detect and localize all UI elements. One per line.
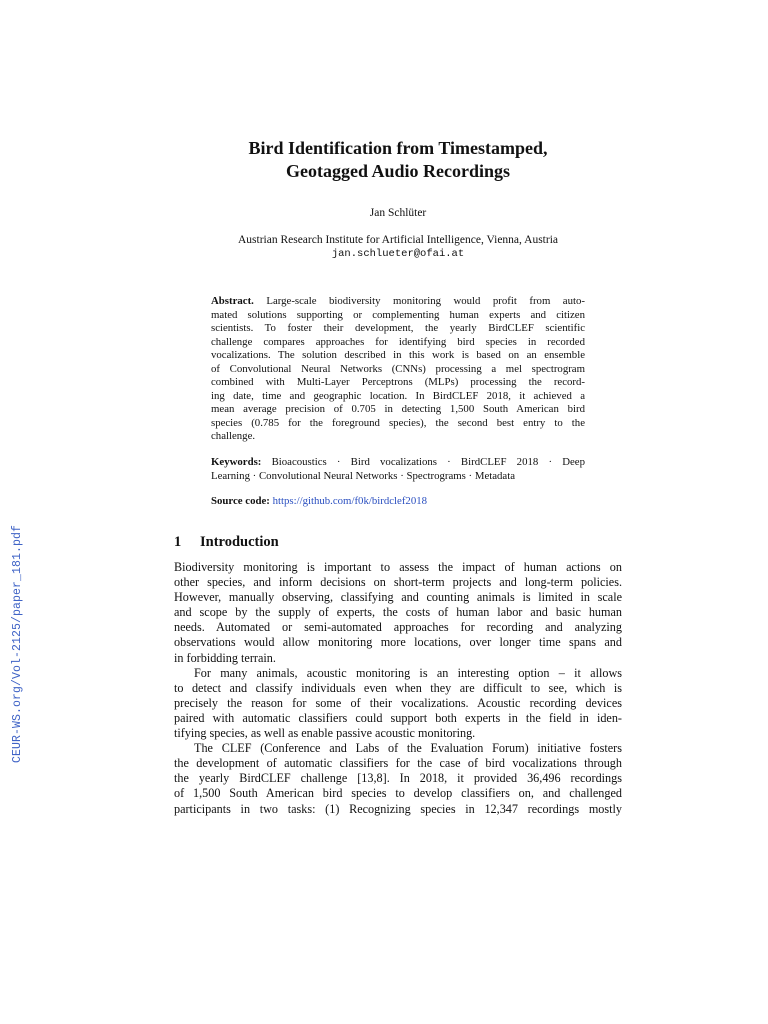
body-line: Biodiversity monitoring is important to assess the impact of human actions on <box>174 560 622 574</box>
paper-title <box>174 137 622 183</box>
abstract-line: species (0.785 for the foreground species), the second best entry to the <box>211 416 585 429</box>
body-line: the yearly BirdCLEF challenge [13,8]. In 2018, it provided 36,496 recordings <box>174 771 622 786</box>
abstract-line: mean average precision of 0.705 in detecting 1,500 South American bird <box>211 403 585 415</box>
abstract-line <box>211 295 585 309</box>
body-line: precisely the reason for some of their vocalizations. Acoustic recording devices <box>174 695 622 710</box>
introduction-body <box>174 560 622 817</box>
author-email[interactable]: jan.schlueter@ofai.at <box>331 248 465 260</box>
abstract-text: Large-scale biodiversity monitoring would profit from auto- <box>266 295 585 307</box>
abstract-line: of Convolutional Neural Networks (CNNs) processing a mel spectrogram <box>211 362 585 375</box>
body-line: participants in two tasks: (1) Recognizing species in 12,347 recordings mostly <box>174 801 622 816</box>
body-line: observations would allow monitoring more locations, over longer time spans and <box>174 635 622 650</box>
body-line: For many animals, acoustic monitoring is an interesting option – it allows <box>194 665 622 680</box>
title-line: Geotagged Audio Recordings <box>285 161 510 181</box>
abstract-line: combined with Multi-Layer Perceptrons (MLPs) processing the record- <box>211 376 585 388</box>
abstract-line: challenge compares approaches for identifying bird species in recorded <box>211 335 585 348</box>
body-line: needs. Automated or semi-automated approaches for recording and analyzing <box>174 620 622 635</box>
source-code-label: Source code: <box>211 495 270 507</box>
section-title: Introduction <box>200 534 279 550</box>
body-line: other species, and inform decisions on short-term projects and long-term policies. <box>174 575 622 590</box>
keywords-line <box>211 456 585 470</box>
abstract-line: ing date, time and geographic location. In BirdCLEF 2018, it achieved a <box>211 389 585 402</box>
body-line: The CLEF (Conference and Labs of the Evaluation Forum) initiative fosters <box>194 741 622 756</box>
source-code <box>211 495 585 509</box>
body-line: the development of automatic classifiers for the case of bird vocalizations through <box>174 756 622 771</box>
source-code-link[interactable]: https://github.com/f0k/birdclef2018 <box>272 495 428 507</box>
section-heading <box>174 533 622 551</box>
abstract-line: vocalizations. The solution described in this work is based on an ensemble <box>211 349 585 361</box>
abstract <box>211 295 585 444</box>
abstract-line: mated solutions supporting or complementing human experts and citizen <box>211 308 585 321</box>
keywords <box>211 456 585 483</box>
keywords-line: Learning · Convolutional Neural Networks · Spectrograms · Metadata <box>211 469 516 482</box>
body-line: and scope by the supply of experts, the costs of human labor and basic human <box>174 605 622 620</box>
keywords-text: Bioacoustics · Bird vocalizations · BirdCLEF 2018 · Deep <box>271 456 585 468</box>
body-line: tifying species, as well as enable passive acoustic monitoring. <box>174 726 476 741</box>
body-line: paired with automatic classifiers could support both experts in the field in iden- <box>174 710 622 725</box>
abstract-line: scientists. To foster their development, the yearly BirdCLEF scientific <box>211 322 585 334</box>
body-line: to detect and classify individuals even when they are difficult to see, which is <box>174 680 622 695</box>
keywords-label: Keywords: <box>211 456 262 468</box>
side-stamp-link[interactable]: CEUR-WS.org/Vol-2125/paper_181.pdf <box>11 524 24 763</box>
body-line: in forbidding terrain. <box>174 650 276 665</box>
body-line: However, manually observing, classifying and counting animals is limited in scale <box>174 590 622 605</box>
title-line: Bird Identification from Timestamped, <box>248 138 548 158</box>
author-name: Jan Schlüter <box>369 207 427 219</box>
source-code-line <box>211 495 585 509</box>
abstract-line: challenge. <box>211 430 256 442</box>
body-line: of 1,500 South American bird species to develop classifiers on, and challenged <box>174 786 622 801</box>
author-affiliation: Austrian Research Institute for Artificial Intelligence, Vienna, Austria <box>237 234 559 246</box>
section-number: 1 <box>174 534 182 550</box>
abstract-label: Abstract. <box>211 295 254 307</box>
